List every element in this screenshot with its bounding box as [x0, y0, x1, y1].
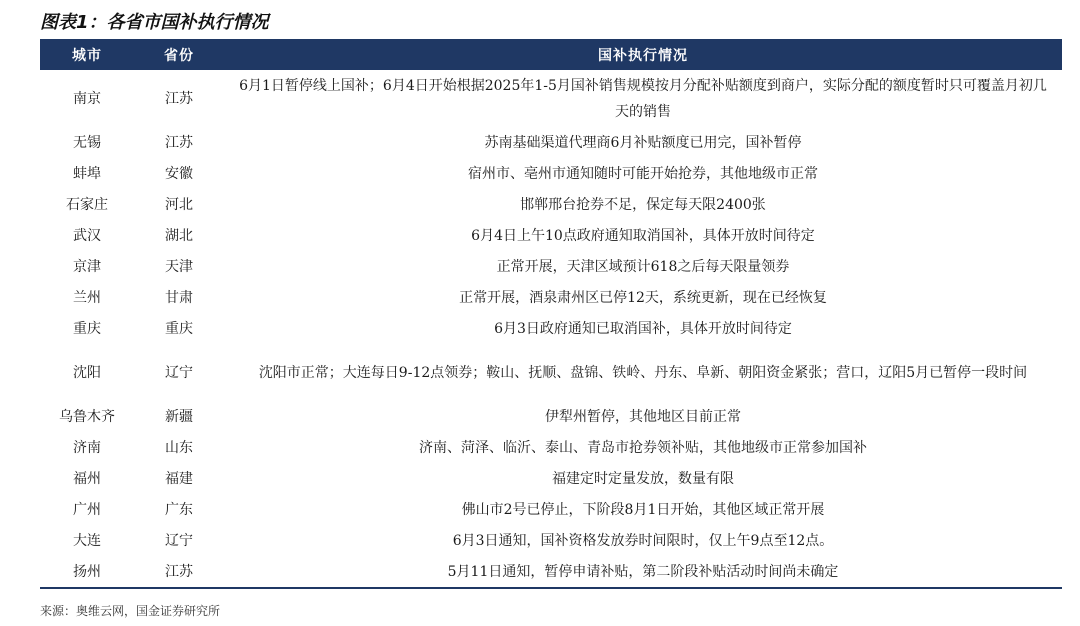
- cell-province: 江苏: [165, 134, 193, 151]
- table-row: [40, 189, 1062, 220]
- cell-province: 新疆: [165, 408, 193, 425]
- header-province: 省份: [134, 39, 224, 70]
- cell-status: 佛山市2号已停止，下阶段8月1日开始，其他区域正常开展: [461, 501, 825, 518]
- cell-city: 南京: [73, 90, 101, 107]
- header-row: [40, 39, 1062, 70]
- cell-status: 沈阳市正常；大连每日9-12点领券；鞍山、抚顺、盘锦、铁岭、丹东、阜新、朝阳资金紧张；营口，辽阳5月已暂停一段时间: [258, 364, 1028, 381]
- cell-province: 安徽: [165, 165, 193, 182]
- cell-status: 5月11日通知，暂停申请补贴，第二阶段补贴活动时间尚未确定: [224, 556, 1062, 588]
- cell-status: 济南、菏泽、临沂、泰山、青岛市抢券领补贴，其他地级市正常参加国补: [419, 439, 867, 456]
- figure-title: 图表1：各省市国补执行情况: [40, 12, 269, 33]
- table-row: [40, 158, 1062, 189]
- cell-province: 广东: [165, 501, 193, 518]
- cell-status: 正常开展，天津区域预计618之后每天限量领券: [496, 258, 790, 275]
- cell-status: 邯郸邢台抢券不足，保定每天限2400张: [520, 196, 766, 213]
- cell-city: 石家庄: [66, 196, 108, 213]
- cell-province: 辽宁: [165, 364, 193, 381]
- table-row: [40, 282, 1062, 313]
- table-row: [40, 220, 1062, 251]
- cell-city: 京津: [73, 258, 101, 275]
- source-note: 来源：奥维云网，国金证券研究所: [40, 604, 221, 618]
- cell-status: 6月4日上午10点政府通知取消国补，具体开放时间待定: [471, 227, 815, 244]
- cell-province: 河北: [165, 196, 193, 213]
- cell-status: 伊犁州暂停，其他地区目前正常: [545, 408, 741, 425]
- cell-city: 大连: [73, 532, 101, 549]
- table-row: [40, 556, 1062, 588]
- table-header: [40, 39, 1062, 70]
- cell-province: 天津: [165, 258, 193, 275]
- table-row: [40, 525, 1062, 556]
- table-row: [40, 313, 1062, 344]
- cell-city: 广州: [73, 501, 101, 518]
- cell-status: 6月3日政府通知已取消国补，具体开放时间待定: [494, 320, 792, 337]
- cell-city: 济南: [73, 439, 101, 456]
- table-row: [40, 127, 1062, 158]
- cell-status: 6月3日通知，国补资格发放券时间限时，仅上午9点至12点。: [452, 532, 834, 549]
- cell-province: 辽宁: [165, 532, 193, 549]
- cell-city: 无锡: [73, 134, 101, 151]
- cell-city: 扬州: [40, 556, 134, 588]
- header-city: 城市: [40, 39, 134, 70]
- cell-province: 福建: [165, 470, 193, 487]
- cell-city: 乌鲁木齐: [59, 408, 115, 425]
- subsidy-table: [40, 39, 1062, 589]
- cell-province: 江苏: [165, 90, 193, 107]
- cell-status: 6月1日暂停线上国补；6月4日开始根据2025年1-5月国补销售规模按月分配补贴额度到商户，实际分配的额度暂时只可覆盖月初几天的销售: [239, 77, 1047, 120]
- cell-city: 蚌埠: [73, 165, 101, 182]
- cell-province: 湖北: [165, 227, 193, 244]
- header-status: 国补执行情况: [224, 39, 1062, 70]
- cell-city: 重庆: [73, 320, 101, 337]
- cell-province: 山东: [165, 439, 193, 456]
- table-row: [40, 494, 1062, 525]
- table-row: [40, 401, 1062, 432]
- table-row: [40, 251, 1062, 282]
- cell-province: 重庆: [165, 320, 193, 337]
- cell-status: 正常开展，酒泉肃州区已停12天，系统更新，现在已经恢复: [459, 289, 827, 306]
- cell-city: 武汉: [73, 227, 101, 244]
- cell-status: 宿州市、亳州市通知随时可能开始抢券，其他地级市正常: [468, 165, 818, 182]
- cell-city: 兰州: [73, 289, 101, 306]
- cell-province: 甘肃: [165, 289, 193, 306]
- table-row: [40, 432, 1062, 463]
- cell-status: 福建定时定量发放，数量有限: [552, 470, 734, 487]
- subsidy-table-container: [40, 39, 1062, 589]
- cell-province: 江苏: [134, 556, 224, 588]
- table-row: [40, 344, 1062, 401]
- cell-city: 福州: [73, 470, 101, 487]
- cell-status: 苏南基础渠道代理商6月补贴额度已用完，国补暂停: [484, 134, 802, 151]
- table-row: [40, 70, 1062, 127]
- table-row: [40, 463, 1062, 494]
- cell-city: 沈阳: [73, 364, 101, 381]
- table-body: [40, 70, 1062, 588]
